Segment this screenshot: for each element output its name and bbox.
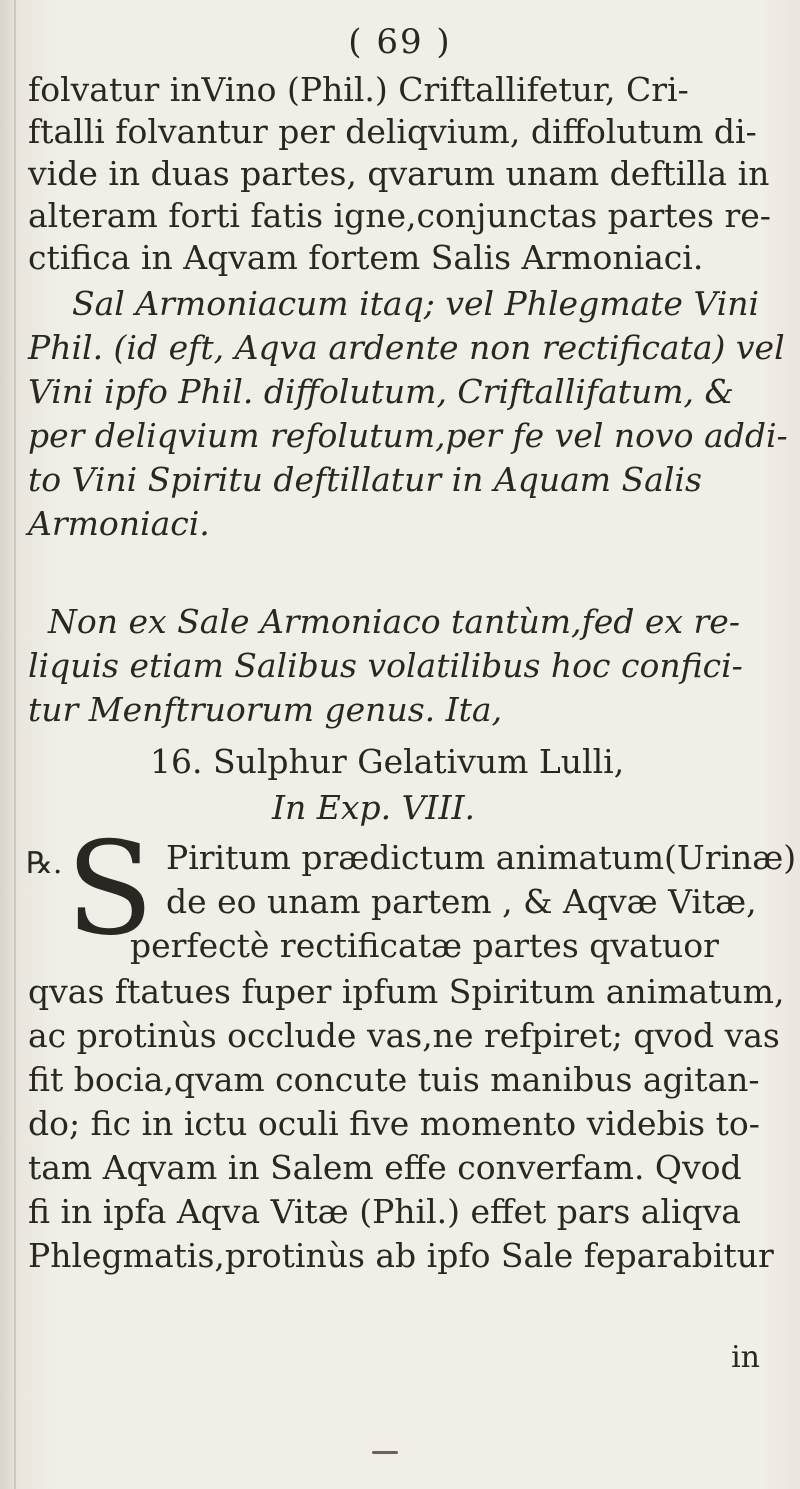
- ink-mark: [372, 1451, 398, 1454]
- text-line: fi in ipfa Aqva Vitæ (Phil.) effet pars aliqva: [28, 1192, 741, 1231]
- text-line: alteram forti fatis igne,conjunctas partes re-: [28, 196, 771, 235]
- text-line: perfectè rectificatæ partes qvatuor: [130, 926, 719, 965]
- text-line: qvas ftatues fuper ipfum Spiritum animatum,: [28, 972, 785, 1011]
- text-line: folvatur inVino (Phil.) Criftallifetur, Cri-: [28, 70, 689, 109]
- text-line: liquis etiam Salibus volatilibus hoc confici-: [28, 646, 743, 685]
- catchword: in: [731, 1340, 760, 1375]
- text-line: Non ex Sale Armoniaco tantùm,fed ex re-: [48, 602, 740, 641]
- text-line: ctifica in Aqvam fortem Salis Armoniaci.: [28, 238, 704, 277]
- text-line: to Vini Spiritu deftillatur in Aquam Salis: [28, 460, 702, 499]
- text-line: de eo unam partem , & Aqvæ Vitæ,: [166, 882, 757, 921]
- page-number: ( 69 ): [348, 22, 452, 62]
- text-line: per deliqvium refolutum,per fe vel novo addi-: [28, 416, 788, 455]
- text-line: Armoniaci.: [28, 504, 210, 543]
- text-line: vide in duas partes, qvarum unam deftilla in: [28, 154, 770, 193]
- text-line: tam Aqvam in Salem effe converfam. Qvod: [28, 1148, 742, 1187]
- text-line: tur Menftruorum genus. Ita,: [28, 690, 503, 729]
- text-line: ac protinùs occlude vas,ne refpiret; qvod vas: [28, 1016, 780, 1055]
- page-gutter: [14, 0, 16, 1489]
- text-line: do; fic in ictu oculi five momento videbis to-: [28, 1104, 760, 1143]
- text-line: fit bocia,qvam concute tuis manibus agitan-: [28, 1060, 760, 1099]
- text-line: Phil. (id eft, Aqva ardente non rectificata) vel: [28, 328, 785, 367]
- drop-capital: S: [66, 815, 154, 964]
- text-line: Vini ipfo Phil. diffolutum, Criftallifatum, &: [28, 372, 734, 411]
- text-line: Phlegmatis,protinùs ab ipfo Sale feparabitur: [28, 1236, 774, 1275]
- text-line: Piritum prædictum animatum(Urinæ): [166, 838, 797, 877]
- section-heading: 16. Sulphur Gelativum Lulli,: [150, 742, 625, 781]
- text-line: Sal Armoniacum itaq; vel Phlegmate Vini: [72, 284, 760, 323]
- text-line: ftalli folvantur per deliqvium, diffolutum di-: [28, 112, 757, 151]
- recipe-symbol: ℞.: [26, 846, 63, 881]
- section-subheading: In Exp. VIII.: [272, 788, 476, 827]
